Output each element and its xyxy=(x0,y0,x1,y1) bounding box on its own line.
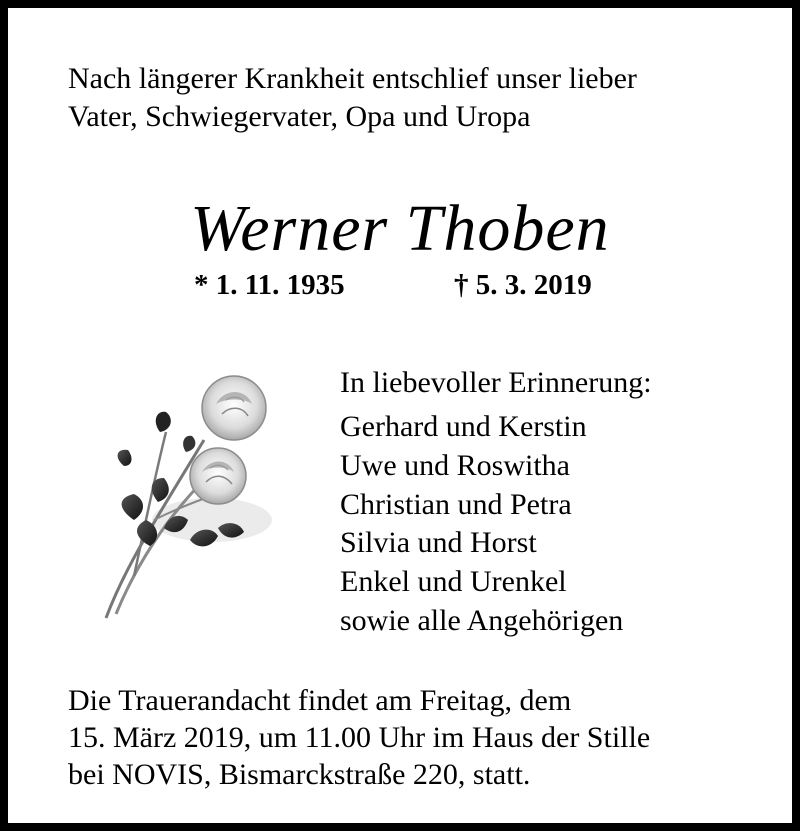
service-line-1: Die Trauerandacht findet am Freitag, dem xyxy=(68,684,572,717)
list-item: Enkel und Urenkel xyxy=(340,565,567,599)
life-dates xyxy=(194,268,592,302)
list-item: sowie alle Angehörigen xyxy=(340,603,624,637)
service-announcement xyxy=(68,682,740,793)
mourners-list xyxy=(340,408,623,641)
rose-icon xyxy=(94,370,274,622)
list-item: Silvia und Horst xyxy=(340,526,537,560)
intro-line-1: Nach längerer Krankheit entschlief unser lieber xyxy=(68,62,637,95)
birth-date: * 1. 11. 1935 xyxy=(194,269,345,301)
death-date: † 5. 3. 2019 xyxy=(454,269,592,301)
deceased-name: Werner Thoben xyxy=(190,192,610,265)
intro-line-2: Vater, Schwiegervater, Opa und Uropa xyxy=(68,100,531,133)
service-line-2: 15. März 2019, um 11.00 Uhr im Haus der Stille xyxy=(68,721,651,754)
service-line-3: bei NOVIS, Bismarckstraße 220, statt. xyxy=(68,758,531,791)
mourners-heading: In liebevoller Erinnerung: xyxy=(340,366,652,399)
list-item: Christian und Petra xyxy=(340,487,572,521)
intro-text xyxy=(68,60,740,136)
list-item: Gerhard und Kerstin xyxy=(340,410,587,443)
list-item: Uwe und Roswitha xyxy=(340,448,570,482)
